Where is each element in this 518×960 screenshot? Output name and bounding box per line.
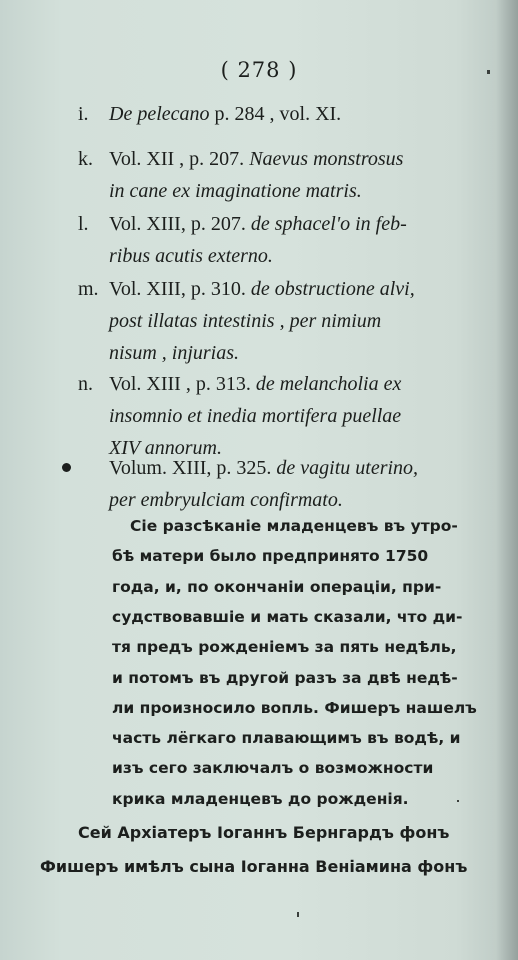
speck-mark [297,912,299,917]
entry-line [109,400,401,432]
paragraph-line: ли произносило вопль. Фишеръ нашелъ [112,698,477,717]
entry-line [109,368,401,400]
paragraph-line: года, и, по окончаніи операціи, при- [112,577,442,596]
paragraph-line: бѣ матери было предпринято 1750 [112,547,429,566]
closing-line: Сей Архіатеръ Іоганнъ Бернгардъ фонъ [78,823,450,842]
entry-line [109,143,403,175]
paragraph-line: судствовавшіе и мать сказали, что ди- [112,607,463,626]
paragraph-line: тя предъ рожденіемъ за пять недѣль, [112,638,457,657]
entry-marker: i. [78,103,89,125]
entry-marker: n. [78,373,93,395]
roman-text: Vol. XIII, p. 207. [109,213,251,235]
entry-marker: k. [78,148,93,170]
entry-marker: m. [78,278,99,300]
roman-text: p. 284 , vol. XI. [209,103,342,125]
speck-mark [457,800,459,802]
italic-text: insomnio et inedia mortifera puellae [109,405,402,427]
entry-line [109,175,362,207]
paragraph-line: и потомъ въ другой разъ за двѣ недѣ- [112,668,458,687]
italic-text: de vagitu uterino, [276,457,419,479]
roman-text: Vol. XII , p. 207. [109,148,250,170]
entry-line [109,273,415,305]
italic-text: de sphacel'o in feb- [250,213,407,235]
paragraph-line: часть лёгкаго плавающимъ въ водѣ, и [112,729,461,748]
italic-text: ribus acutis externo. [109,245,273,267]
italic-text: XIV annorum. [109,437,222,459]
italic-text: in cane ex imaginatione matris. [109,180,362,202]
bullet-icon [62,452,77,484]
roman-text: Vol. XIII , p. 313. [109,373,256,395]
entry-line [109,240,273,272]
entry-line [109,452,418,484]
roman-text: Volum. XIII, p. 325. [109,457,277,479]
entry-line [109,98,341,130]
paragraph-line: изъ сего заключалъ о возможности [112,759,434,778]
italic-text: nisum , injurias. [109,342,240,364]
entry-marker: l. [78,213,89,235]
italic-text: De pelecano [109,103,210,125]
paragraph-line: Сіе разсѣканіе младенцевъ въ утро- [130,517,458,535]
page-edge-shadow [496,0,518,960]
roman-text: Vol. XIII, p. 310. [109,278,251,300]
italic-text: Naevus monstrosus [249,148,404,170]
italic-text: de obstructione alvi, [250,278,415,300]
speck-mark [487,70,490,74]
italic-text: post illatas intestinis , per nimium [109,310,382,332]
italic-text: per embryulciam confirmato. [109,489,343,511]
italic-text: de melancholia ex [255,373,402,395]
closing-line: Фишеръ имѣлъ сына Іоганна Веніамина фонъ [40,857,468,876]
entry-line [109,305,381,337]
entry-line [109,337,239,369]
entry-line [109,208,407,240]
paragraph-line: крика младенцевъ до рожденія. [112,789,409,808]
page-number: ( 278 ) [220,58,298,82]
